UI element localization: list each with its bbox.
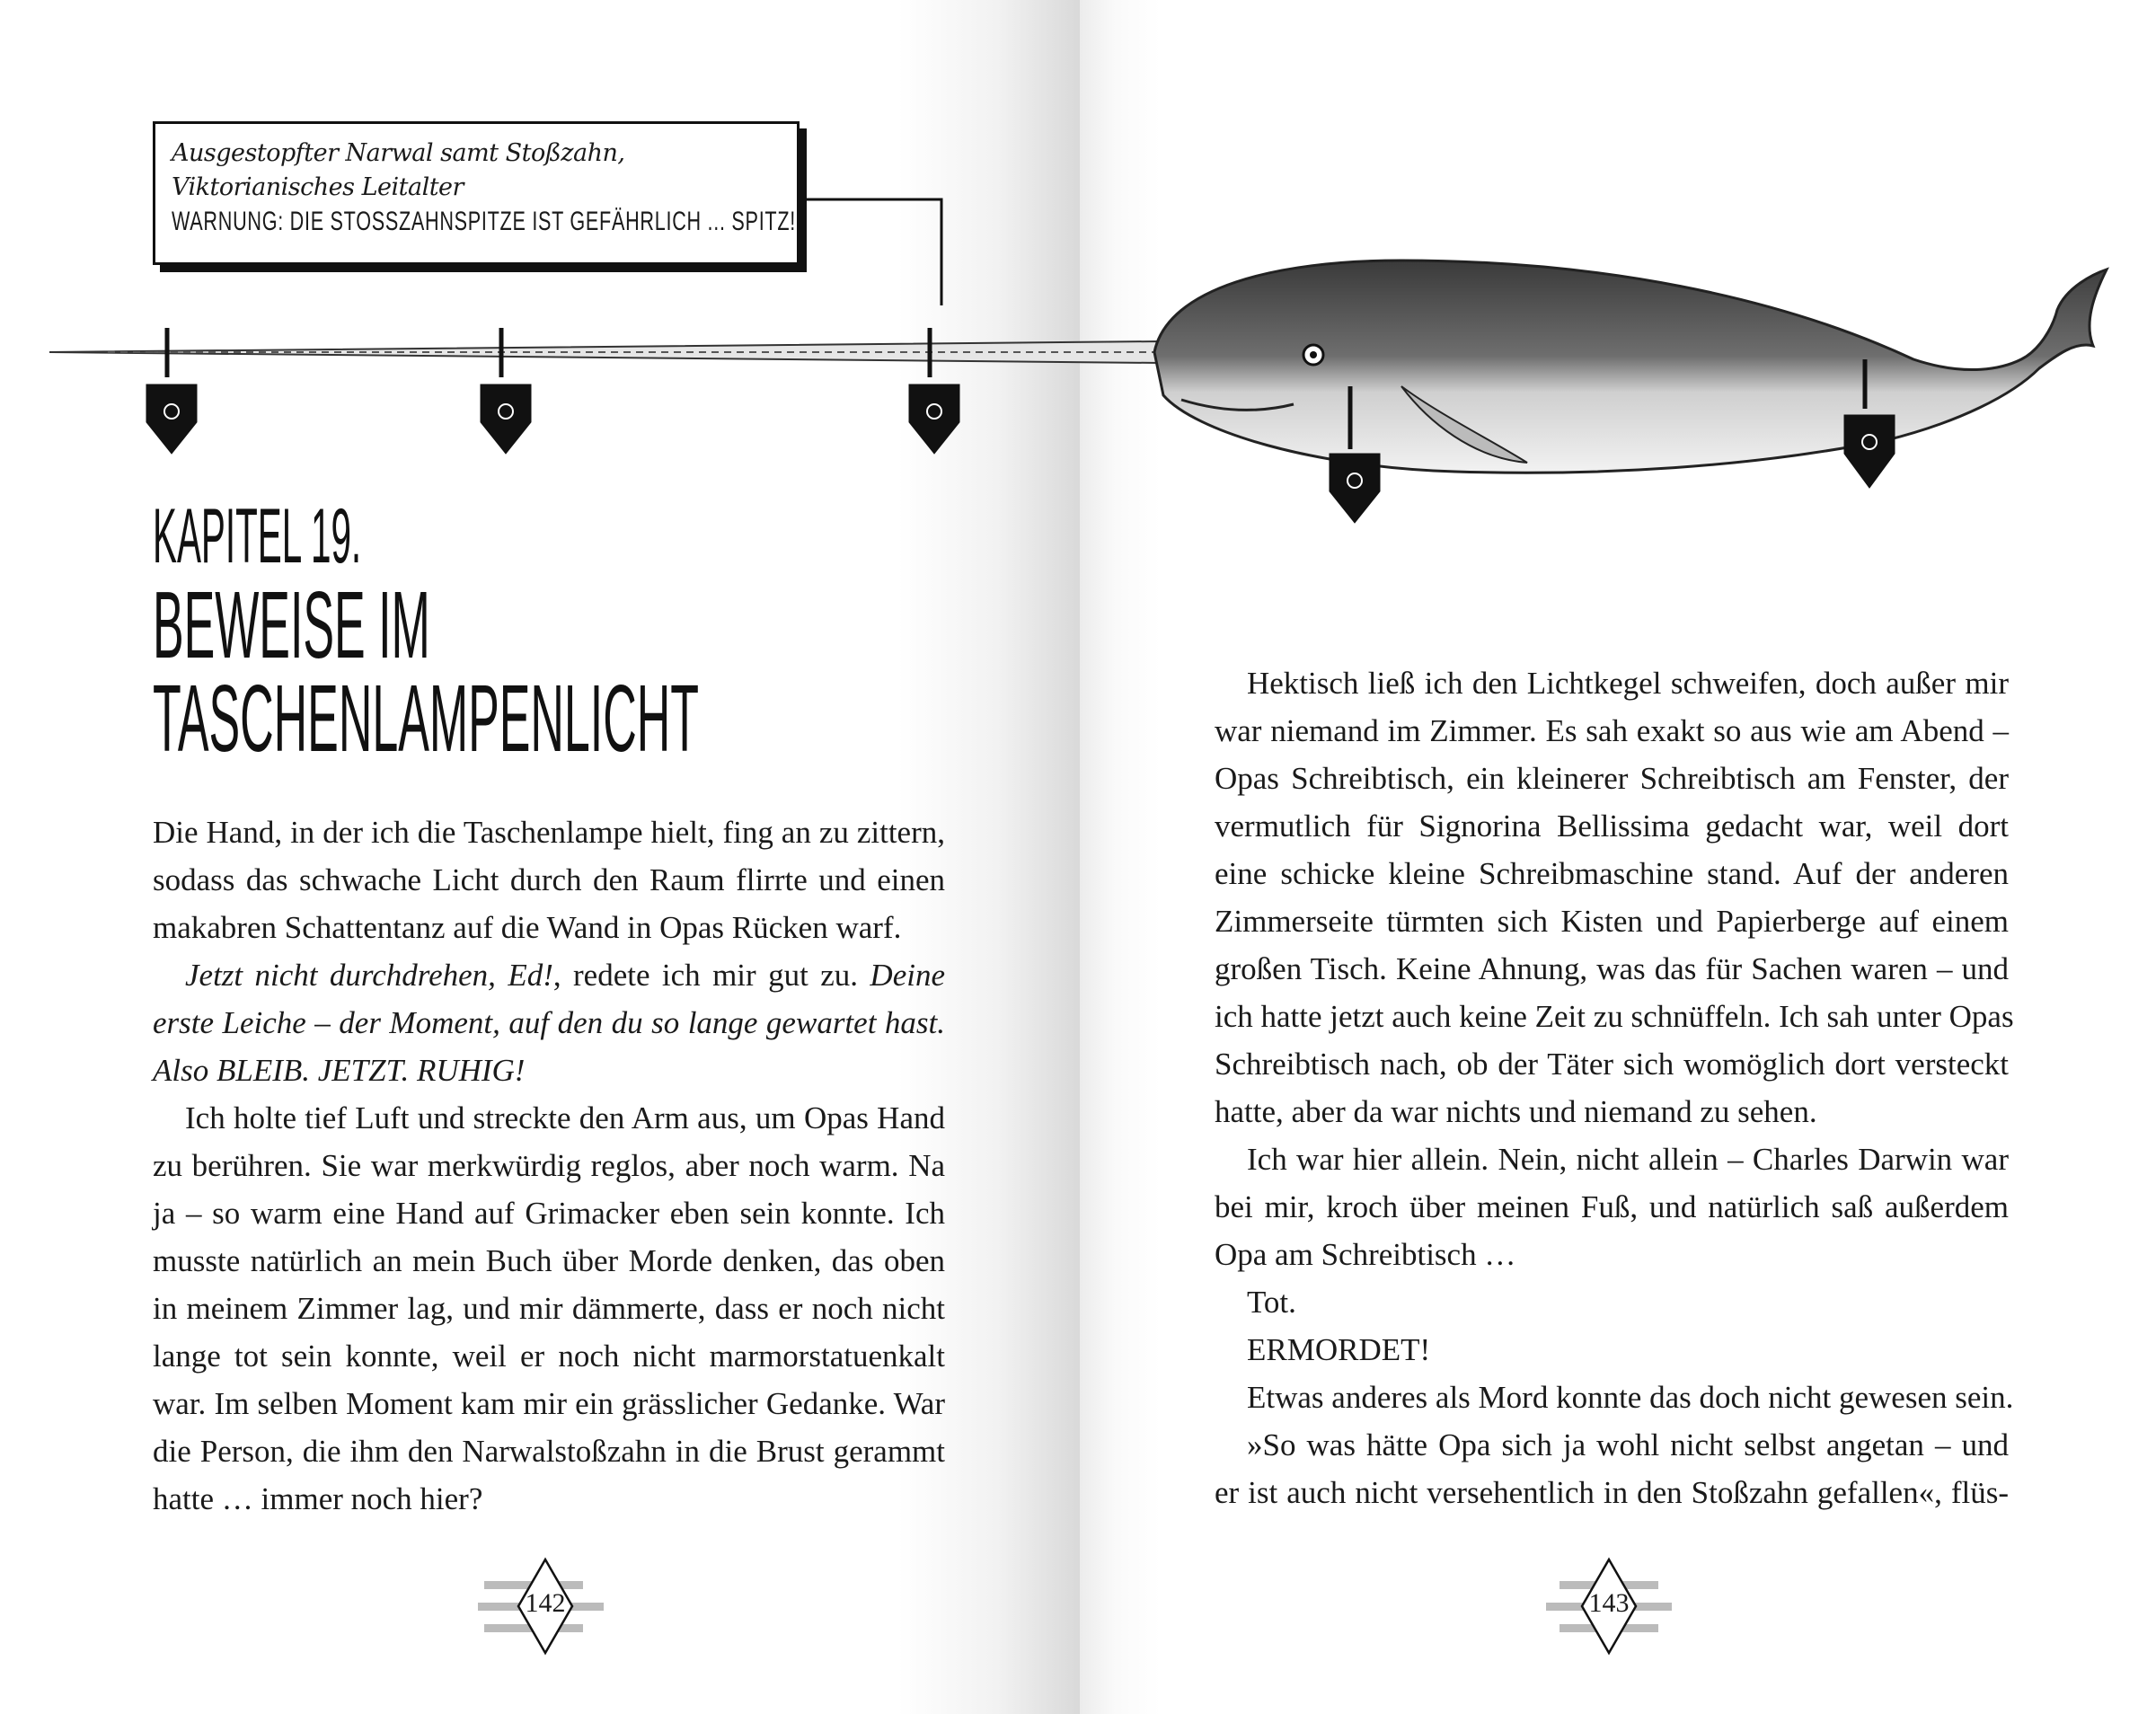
text-line: [1215, 945, 2009, 993]
left-page-body-text: [153, 808, 945, 1523]
text-line: [1215, 850, 2009, 897]
text-segment: zu berühren. Sie war merkwürdig reglos, aber noch warm. Na: [153, 1148, 945, 1183]
text-line: [1215, 1135, 2009, 1183]
text-line: [153, 1332, 945, 1380]
caption-title: Ausgestopfter Narwal samt Stoßzahn,: [172, 139, 625, 167]
page-number-text: 142: [525, 1588, 566, 1618]
text-segment: eine schicke kleine Schreibmaschine stand. Auf der anderen: [1215, 856, 2009, 891]
text-line: [153, 1094, 945, 1142]
exhibit-caption-label: [153, 121, 800, 265]
text-line: [1215, 707, 2009, 755]
text-line: [1215, 1088, 2009, 1135]
text-segment: makabren Schattentanz auf die Wand in Opas Rücken warf.: [153, 910, 902, 945]
text-segment: Hektisch ließ ich den Lichtkegel schweifen, doch außer mir: [1247, 666, 2009, 701]
text-segment: Opas Schreibtisch, ein kleinerer Schreibtisch am Fenster, der: [1215, 761, 2009, 796]
italic-text: erste Leiche – der Moment, auf den du so lange gewartet hast.: [153, 1005, 945, 1040]
page-number-ornaments: [478, 1559, 1672, 1653]
text-segment: ERMORDET!: [1247, 1332, 1431, 1367]
text-line: [153, 808, 945, 856]
text-segment: Schreibtisch nach, ob der Täter sich womöglich dort versteckt: [1215, 1047, 2009, 1082]
text-segment: in meinem Zimmer lag, und mir dämmerte, dass er noch nicht: [153, 1291, 945, 1326]
text-segment: war niemand im Zimmer. Es sah exakt so aus wie am Abend –: [1215, 713, 2009, 748]
text-line: [153, 1189, 945, 1237]
text-segment: musste natürlich an mein Buch über Morde denken, das oben: [153, 1243, 945, 1278]
text-line: [153, 1380, 945, 1427]
text-line: [153, 1237, 945, 1285]
text-segment: bei mir, kroch über meinen Fuß, und natürlich saß außerdem: [1215, 1189, 2009, 1224]
text-line: [153, 904, 945, 951]
caption-warning: WARNUNG: DIE STOSSZAHNSPITZE IST GEFÄHRLICH ... SPITZ!: [172, 207, 796, 236]
text-line: [153, 1427, 945, 1475]
text-segment: Zimmerseite türmten sich Kisten und Papierberge auf einem: [1215, 904, 2009, 939]
text-segment: sodass das schwache Licht durch den Raum flirrte und einen: [153, 862, 945, 897]
text-line: [153, 1285, 945, 1332]
text-segment: hatte, aber da war nichts und niemand zu sehen.: [1215, 1094, 1817, 1129]
italic-text: Jetzt nicht durchdrehen, Ed!: [185, 958, 553, 993]
text-segment: war. Im selben Moment kam mir ein grässlicher Gedanke. War: [153, 1386, 945, 1421]
text-line: [1215, 1040, 2009, 1088]
text-segment: Opa am Schreibtisch …: [1215, 1237, 1516, 1272]
caption-era: Viktorianisches Leitalter: [172, 173, 464, 201]
text-line: [1215, 1231, 2009, 1278]
text-line: [153, 856, 945, 904]
text-line: [1215, 897, 2009, 945]
text-segment: er ist auch nicht versehentlich in den Stoßzahn gefallen«, flüs-: [1215, 1475, 2009, 1510]
text-segment: Ich war hier allein. Nein, nicht allein – Charles Darwin war: [1247, 1142, 2009, 1177]
italic-text: Also BLEIB. JETZT. RUHIG!: [153, 1053, 526, 1088]
text-segment: ich hatte jetzt auch keine Zeit zu schnüffeln. Ich sah unter Opas: [1215, 999, 2014, 1034]
chapter-title-line-2: TASCHENLAMPENLICHT: [153, 666, 699, 772]
caption-leader-line: [804, 199, 941, 305]
text-segment: Ich holte tief Luft und streckte den Arm aus, um Opas Hand: [185, 1100, 945, 1135]
text-segment: Tot.: [1247, 1285, 1296, 1320]
text-line: [153, 1475, 945, 1523]
chapter-label: KAPITEL 19.: [153, 493, 362, 579]
text-line: [1215, 1278, 2009, 1326]
text-line: [153, 1047, 945, 1094]
text-line: [1215, 993, 2014, 1040]
text-line: [1215, 1469, 2009, 1516]
text-segment: die Person, die ihm den Narwalstoßzahn in die Brust gerammt: [153, 1434, 945, 1469]
page-number-right: [1555, 1561, 1663, 1651]
text-line: [1215, 1421, 2009, 1469]
text-line: [1215, 802, 2009, 850]
text-line: [153, 1142, 945, 1189]
page-number-text: 143: [1588, 1588, 1630, 1618]
text-segment: , redete ich mir gut zu.: [552, 958, 870, 993]
right-page-body-text: [1215, 659, 2014, 1516]
tusk: [49, 341, 1159, 363]
chapter-title-line-1: BEWEISE IM: [153, 572, 430, 678]
text-line: [153, 951, 945, 999]
text-segment: lange tot sein konnte, weil er noch nicht marmorstatuenkalt: [153, 1339, 945, 1374]
text-segment: Die Hand, in der ich die Taschenlampe hielt, fing an zu zittern,: [153, 815, 945, 850]
text-line: [1215, 1183, 2009, 1231]
text-segment: großen Tisch. Keine Ahnung, was das für Sachen waren – und: [1215, 951, 2009, 986]
text-line: [1215, 659, 2009, 707]
text-segment: vermutlich für Signorina Bellissima gedacht war, weil dort: [1215, 808, 2009, 844]
text-segment: ja – so warm eine Hand auf Grimacker eben sein konnte. Ich: [153, 1196, 945, 1231]
text-line: [1215, 1374, 2014, 1421]
text-segment: Etwas anderes als Mord konnte das doch nicht gewesen sein.: [1247, 1380, 2014, 1415]
text-line: [1215, 755, 2009, 802]
text-line: [153, 999, 945, 1047]
text-segment: hatte … immer noch hier?: [153, 1481, 483, 1516]
page-number-left: [491, 1561, 599, 1651]
text-segment: »So was hätte Opa sich ja wohl nicht selbst angetan – und: [1247, 1427, 2009, 1462]
narwhal-body: [1154, 261, 2107, 473]
text-line: [1215, 1326, 2009, 1374]
italic-text: Deine: [870, 958, 945, 993]
